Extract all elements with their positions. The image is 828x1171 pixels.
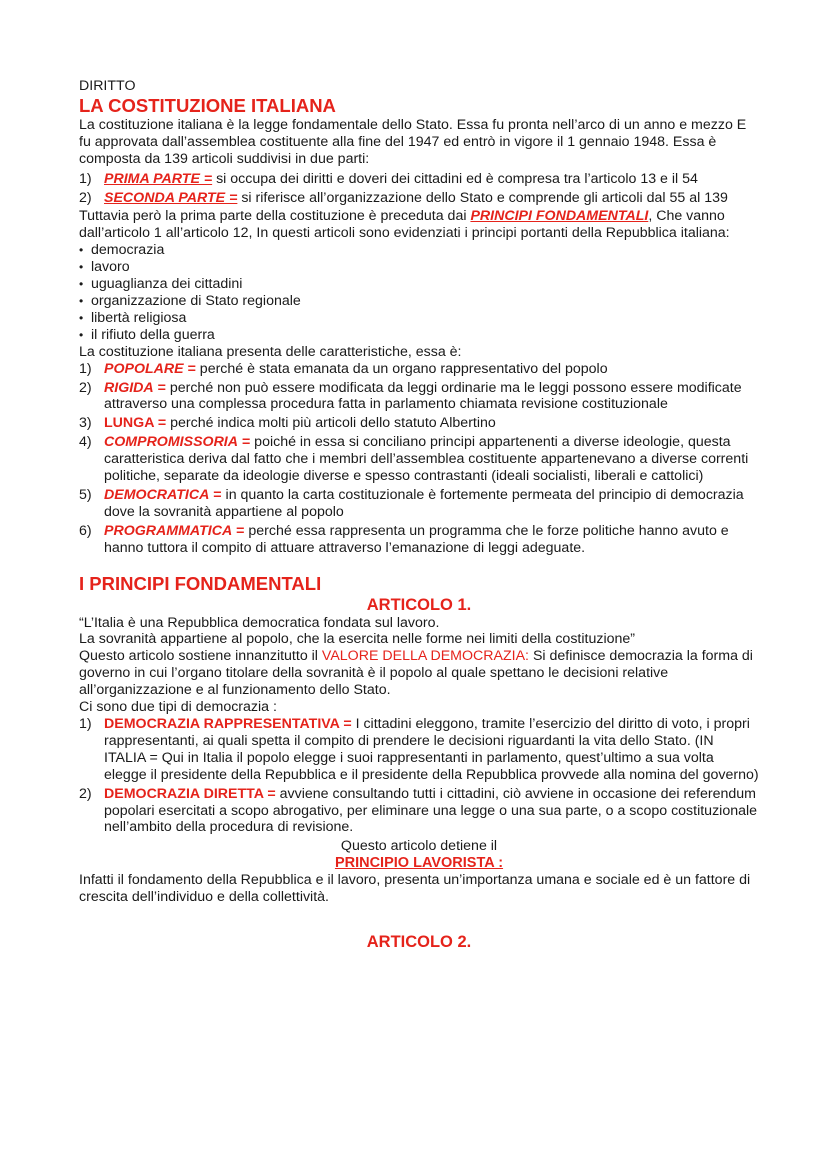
part-term: SECONDA PARTE = bbox=[104, 189, 238, 206]
principi-list bbox=[79, 242, 759, 343]
document-title: LA COSTITUZIONE ITALIANA bbox=[79, 94, 336, 116]
quote-line-2: La sovranità appartiene al popolo, che la esercita nelle forme nei limiti della costituzione” bbox=[79, 631, 635, 648]
caratteristiche-intro: La costituzione italiana presenta delle caratteristiche, essa è: bbox=[79, 343, 462, 360]
characteristic-term: DEMOCRATICA bbox=[104, 486, 210, 503]
list-item: 3) LUNGA = perché indica molti più articoli dello statuto Albertino bbox=[79, 415, 496, 432]
list-item: • organizzazione di Stato regionale bbox=[79, 293, 759, 310]
characteristic-term: POPOLARE bbox=[104, 360, 184, 377]
parts-list bbox=[79, 171, 759, 207]
list-item: 1) DEMOCRAZIA RAPPRESENTATIVA = I cittadini eleggono, tramite l’esercizio del diritto di voto, i propri rappresentanti, ai quali spetta il compito di prendere le decisioni riguardanti la vita dello Stato. (IN ITALIA = Qui in Italia il popolo elegge i suoi rappresentanti in parlamento, quest’ultimo a sua volta elegge il presidente della Repubblica e il presidente della Repubblica provvede alla nomina del governo) bbox=[79, 716, 759, 783]
list-item: • uguaglianza dei cittadini bbox=[79, 276, 759, 293]
part-term: PRIMA PARTE = bbox=[104, 170, 213, 187]
list-item: 5) DEMOCRATICA = in quanto la carta costituzionale è fortemente permeata del principio di democrazia dove la sovranità appartiene al popolo bbox=[79, 486, 744, 520]
subject-label: DIRITTO bbox=[79, 78, 136, 94]
list-item: 4) COMPROMISSORIA = poiché in essa si conciliano principi appartenenti a diverse ideologie, questa caratteristica deriva dal fatto che i membri dell’assemblea costituente appartenevano a diverse correnti politiche, separate da ideologie diverse e spesso contrastanti (ideali socialisti, liberali e cattolici) bbox=[79, 434, 749, 485]
list-item: • lavoro bbox=[79, 259, 759, 276]
characteristic-term: PROGRAMMATICA bbox=[104, 522, 233, 539]
list-item: 2) RIGIDA = perché non può essere modificata da leggi ordinarie ma le leggi possono essere modificate attraverso una complessa procedura fatta in parlamento chiamata revisione costituzionale bbox=[79, 379, 742, 413]
detiene-line: Questo articolo detiene il bbox=[340, 838, 498, 855]
tipo-term: DEMOCRAZIA RAPPRESENTATIVA = bbox=[104, 716, 352, 732]
articolo-2-heading: ARTICOLO 2. bbox=[366, 932, 472, 951]
principi-term: PRINCIPI FONDAMENTALI bbox=[470, 208, 649, 225]
principio-lavorista-heading: PRINCIPIO LAVORISTA : bbox=[334, 855, 504, 872]
valore-term: VALORE DELLA DEMOCRAZIA: bbox=[321, 648, 529, 665]
tipi-intro: Ci sono due tipi di democrazia : bbox=[79, 699, 277, 716]
tipo-term: DEMOCRAZIA DIRETTA = bbox=[104, 785, 276, 802]
list-item: 6) PROGRAMMATICA = perché essa rappresenta un programma che le forze politiche hanno avuto e hanno tuttora il compito di attuare attraverso l’emanazione di leggi adeguate. bbox=[79, 522, 729, 556]
list-item: • libertà religiosa bbox=[79, 310, 759, 327]
list-item: 1) POPOLARE = perché è stata emanata da un organo rappresentativo del popolo bbox=[79, 360, 608, 377]
list-item: 2) SECONDA PARTE = si riferisce all’organizzazione dello Stato e comprende gli articoli dal 55 al 139 bbox=[79, 189, 728, 206]
list-item: • il rifiuto della guerra bbox=[79, 327, 759, 344]
list-item: 2) DEMOCRAZIA DIRETTA = avviene consultando tutti i cittadini, ciò avviene in occasione dei referendum popolari esercitati a scopo abrogativo, per eliminare una legge o una sua parte, o a scopo costituzionale nell’ambito della procedura di revisione. bbox=[79, 785, 758, 836]
principi-intro: Tuttavia però la prima parte della costituzione è preceduta dai PRINCIPI FONDAMENTALI, Che vanno dall’articolo 1 all’articolo 12, In questi articoli sono evidenziati i principi portanti della Repubblica italiana: bbox=[79, 208, 730, 242]
valore-paragraph: Questo articolo sostiene innanzitutto il VALORE DELLA DEMOCRAZIA: Si definisce democrazia la forma di governo in cui l’organo titolare della sovranità è il popolo al quale spettano le decisioni relative all’organizzazione e al funzionamento dello Stato. bbox=[79, 648, 753, 699]
caratteristiche-list bbox=[79, 361, 759, 557]
document-page bbox=[79, 78, 759, 952]
characteristic-term: LUNGA bbox=[104, 415, 154, 432]
articolo-1-heading: ARTICOLO 1. bbox=[366, 595, 472, 614]
tipi-democrazia-list bbox=[79, 716, 759, 836]
characteristic-term: RIGIDA bbox=[104, 379, 154, 396]
lavorista-paragraph: Infatti il fondamento della Repubblica e il lavoro, presenta un’importanza umana e sociale ed è un fattore di crescita dell’individuo e della collettività. bbox=[79, 872, 751, 906]
list-item: 1) PRIMA PARTE = si occupa dei diritti e doveri dei cittadini ed è compresa tra l’articolo 13 e il 54 bbox=[79, 170, 698, 187]
list-item: • democrazia bbox=[79, 242, 759, 259]
quote-line-1: “L’Italia è una Repubblica democratica fondata sul lavoro. bbox=[79, 614, 440, 631]
section-title-principi: I PRINCIPI FONDAMENTALI bbox=[79, 572, 322, 594]
intro-paragraph: La costituzione italiana è la legge fondamentale dello Stato. Essa fu pronta nell’arco di un anno e mezzo E fu approvata dall’assemblea costituente alla fine del 1947 ed entrò in vigore il 1 gennaio 1948. Essa è composta da 139 articoli suddivisi in due parti: bbox=[79, 116, 747, 167]
characteristic-term: COMPROMISSORIA bbox=[104, 434, 238, 451]
